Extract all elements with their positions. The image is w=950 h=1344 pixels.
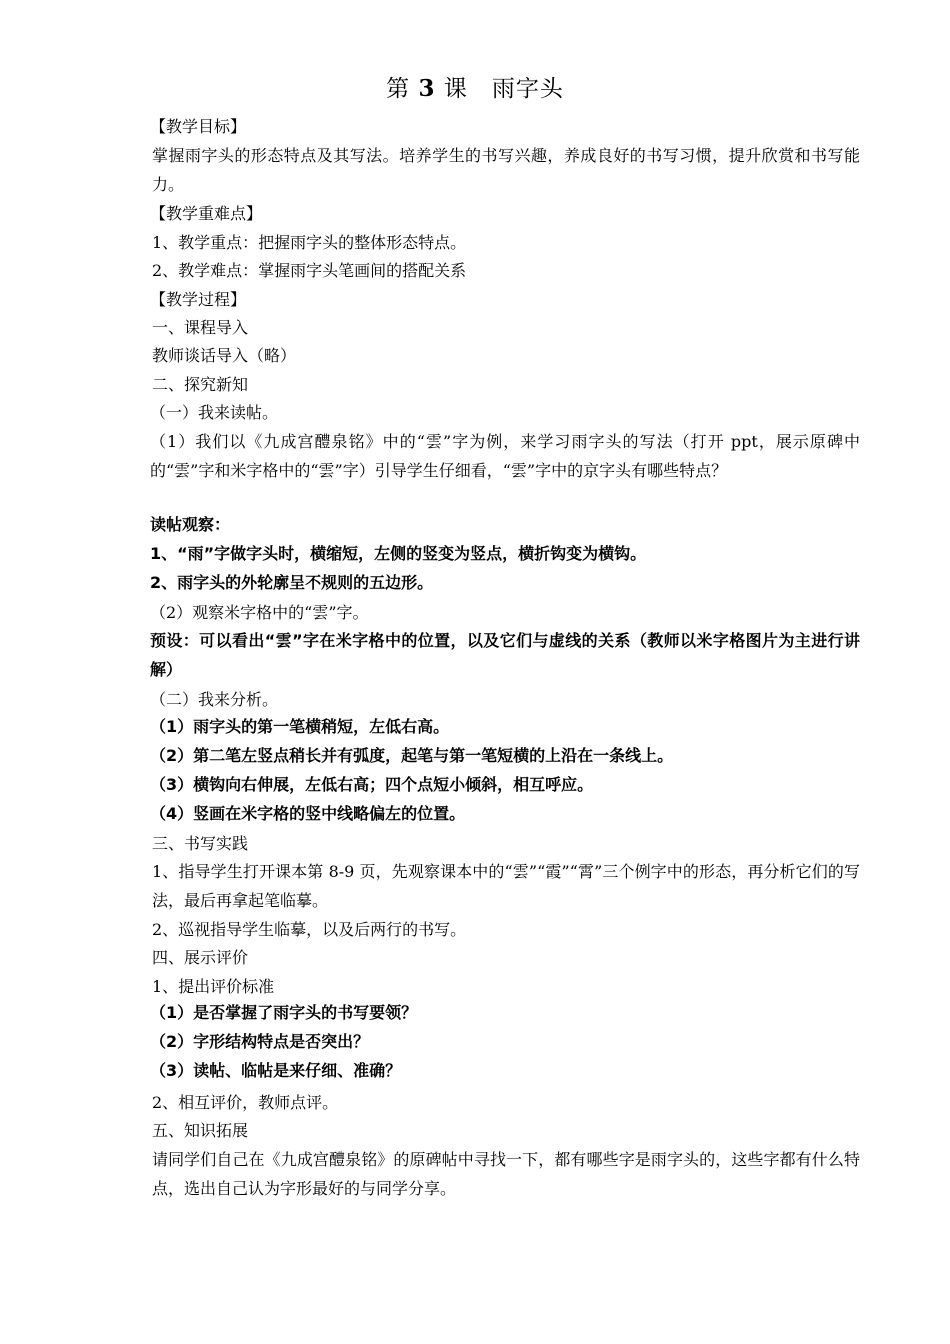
observe-grid-text: （2）观察米字格中的“雲”字。 [150, 603, 369, 622]
criteria-heading: 1、提出评价标准 [152, 977, 275, 996]
analysis-1: （1）雨字头的第一笔横稍短，左低右高。 [150, 717, 450, 736]
subsection-read-heading: （一）我来读帖。 [150, 403, 279, 422]
observation-heading: 读帖观察： [150, 515, 231, 534]
title-prefix: 第 [386, 76, 411, 102]
key-point: 1、教学重点：把握雨字头的整体形态特点。 [152, 233, 467, 252]
criteria-3: （3）读帖、临帖是来仔细、准确？ [150, 1061, 402, 1080]
analysis-4: （4）竖画在米字格的竖中线略偏左的位置。 [150, 804, 466, 823]
subsection-analyze-heading: （二）我来分析。 [150, 690, 279, 709]
lesson-title [0, 74, 950, 104]
extension-text: 请同学们自己在《九成宫醴泉铭》的原碑帖中寻找一下，都有哪些字是雨字头的，这些字都有什么特点，选出自己认为字形最好的与同学分享。 [152, 1150, 860, 1198]
difficult-point: 2、教学难点：掌握雨字头笔画间的搭配关系 [152, 261, 467, 280]
analysis-2: （2）第二笔左竖点稍长并有弧度，起笔与第一笔短横的上沿在一条线上。 [150, 746, 674, 765]
lesson-number: 3 [418, 75, 436, 102]
observation-2: 2、雨字头的外轮廓呈不规则的五边形。 [150, 573, 434, 592]
practice-2: 2、巡视指导学生临摹，以及后两行的书写。 [152, 920, 467, 939]
mutual-evaluation: 2、相互评价，教师点评。 [152, 1093, 339, 1112]
practice-1: 1、指导学生打开课本第 8-9 页，先观察课本中的“雲”“霞”“霄”三个例字中的形态，再分析它们的写法，最后再拿起笔临摹。 [152, 862, 860, 910]
preset-text: 预设：可以看出“雲”字在米字格中的位置，以及它们与虚线的关系（教师以米字格图片为主进行讲解） [150, 631, 860, 679]
section-3-heading: 三、书写实践 [152, 834, 249, 853]
criteria-1: （1）是否掌握了雨字头的书写要领？ [150, 1003, 418, 1022]
section-5-heading: 五、知识拓展 [152, 1121, 249, 1140]
objectives-text: 掌握雨字头的形态特点及其写法。培养学生的书写兴趣，养成良好的书写习惯，提升欣赏和书写能力。 [152, 146, 860, 194]
read-paragraph: （1）我们以《九成宫醴泉铭》中的“雲”字为例，来学习雨字头的写法（打开 ppt，展示原碑中的“雲”字和米字格中的“雲”字）引导学生仔细看，“雲”字中的京字头有哪些特点？ [150, 432, 860, 480]
criteria-2: （2）字形结构特点是否突出？ [150, 1032, 370, 1051]
heading-objectives: 【教学目标】 [150, 117, 247, 136]
observation-1: 1、“雨”字做字头时，横缩短，左侧的竖变为竖点，横折钩变为横钩。 [150, 544, 647, 563]
heading-process: 【教学过程】 [150, 290, 247, 309]
title-suffix: 课 雨字头 [443, 76, 564, 102]
section-1-heading: 一、课程导入 [152, 318, 249, 337]
section-1-text: 教师谈话导入（略） [152, 346, 297, 365]
heading-key-points: 【教学重难点】 [150, 204, 263, 223]
section-4-heading: 四、展示评价 [152, 948, 249, 967]
analysis-3: （3）横钩向右伸展，左低右高；四个点短小倾斜，相互呼应。 [150, 775, 594, 794]
section-2-heading: 二、探究新知 [152, 375, 249, 394]
